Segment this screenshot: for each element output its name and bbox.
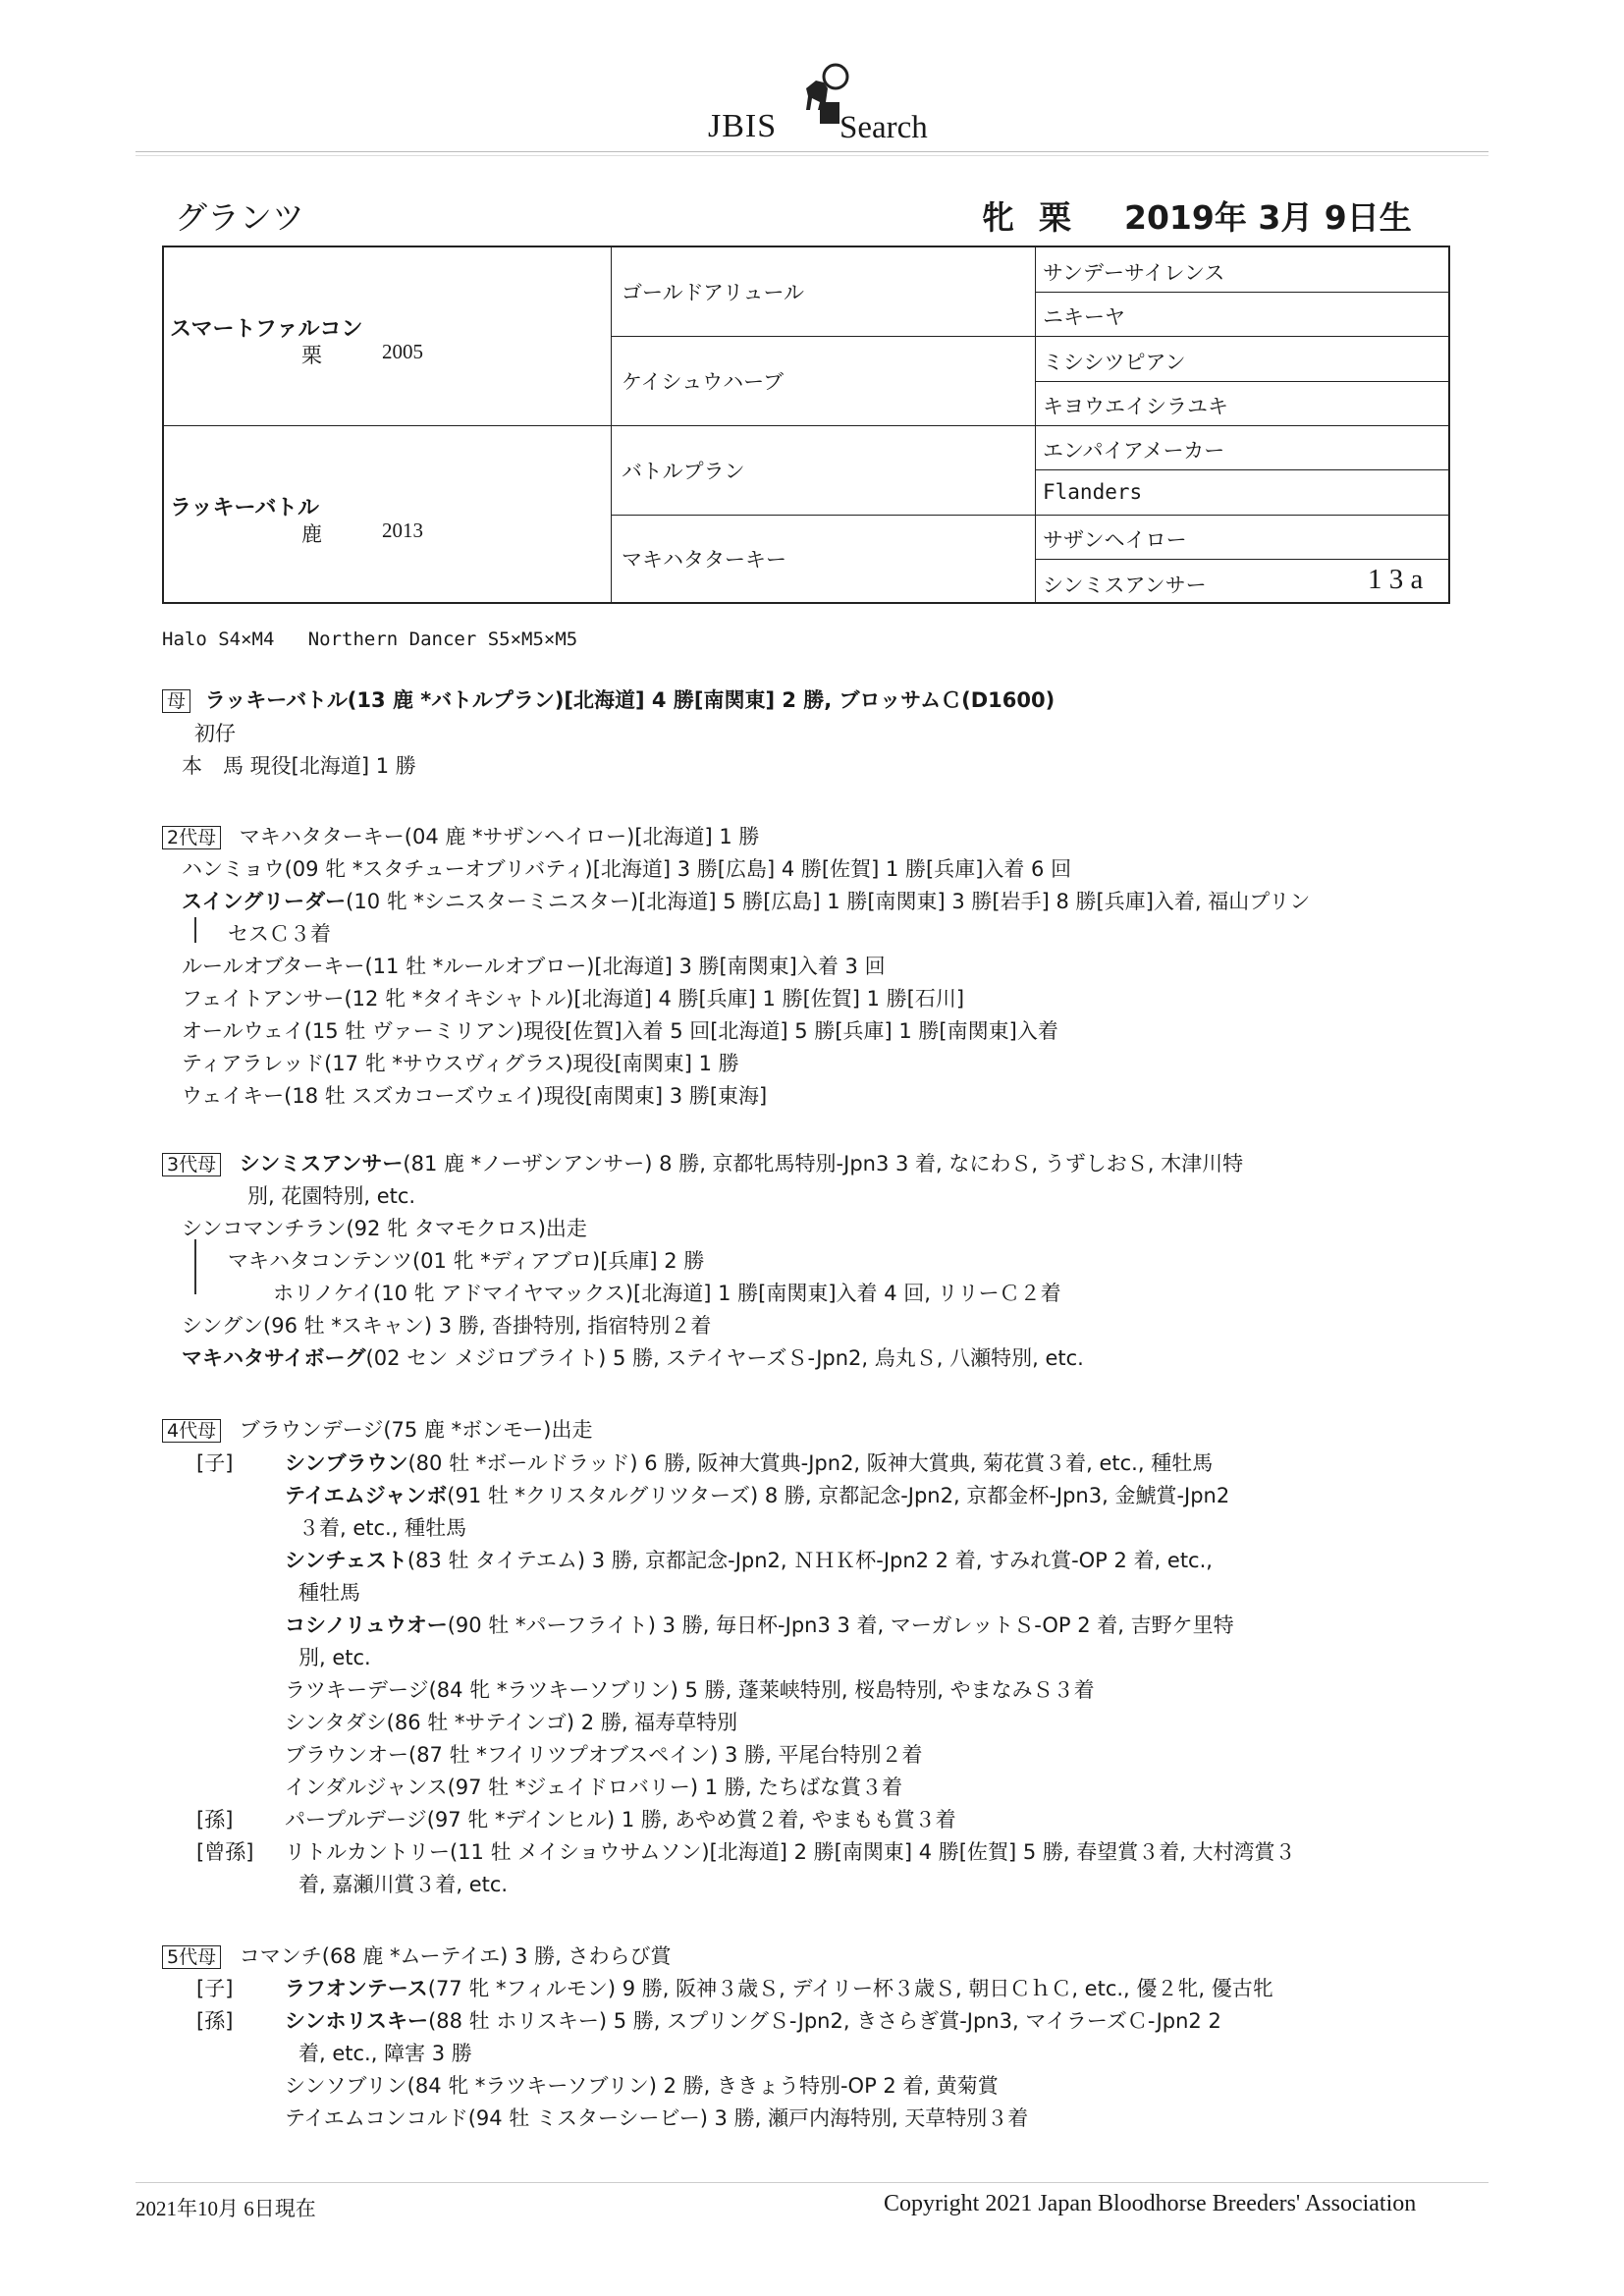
g5-row-2 [285,1973,1273,2002]
section-tag-g5: 5代母 [162,1945,221,1969]
g2-line-2: スイングリーダー [182,890,347,913]
dam-line-2: 本 馬 現役[北海道] 1 勝 [182,754,416,778]
g4-line-16: インダルジャンス(97 牡 *ジェイドロバリー) 1 勝, たちばな賞３着 [285,1776,903,1799]
g4-line-21: 着, 嘉瀬川賞３着, etc. [298,1873,509,1896]
g3-section-header [162,1148,1243,1177]
section-tag-g3: 3代母 [162,1153,221,1176]
g4-line-20: リトルカントリー(11 牡 メイショウサムソン)[北海道] 2 勝[南関東] 4 勝[佐賀] 5 勝, 春望賞３着, 大村湾賞３ [285,1840,1296,1864]
sire-color: 栗 [301,344,322,367]
footer-divider [135,2182,1489,2183]
horse-sex: 牝 [982,198,1014,237]
g2-line-9: ウェイキー(18 牡 スズカコーズウェイ)現役[南関東] 3 勝[東海] [182,1084,768,1108]
ped-row-divider-ggp3 [1035,469,1448,470]
section-tag-g2: 2代母 [162,826,221,849]
g5-row-5 [285,2005,1221,2035]
jbis-search-logo [702,59,938,147]
g2-line-8: ティアラレッド(17 牝 *サウスヴィグラス)現役[南関東] 1 勝 [182,1052,739,1075]
g4-line-7: シンチェスト [285,1549,407,1572]
ped-row-divider-main [164,425,1448,426]
family-number: 1 3 a [1368,564,1424,595]
horse-birthdate: 2019年 3月 9日生 [1124,198,1412,237]
granddam-sire: ケイシュウハーブ [622,370,785,394]
footer-copyright: Copyright 2021 Japan Bloodhorse Breeders' Association [884,2191,1417,2216]
ped-row-divider-ggp4 [1035,559,1448,560]
g4-line-4: テイエムジャンボ [285,1484,448,1507]
ggp-5: エンパイアメーカー [1043,439,1225,463]
g4-section-header [162,1414,592,1444]
footer-date: 2021年10月 6日現在 [135,2197,316,2220]
g4-line-2: シンブラウン [285,1451,408,1475]
g4-line-10: コシノリュウオー [285,1613,448,1637]
g2-row-2 [182,886,1310,915]
sire-year: 2005 [382,340,423,363]
g4-line-6: ３着, etc., 種牡馬 [298,1516,467,1540]
g4-line-19: [曾孫] [196,1840,254,1864]
ggp-8: シンミスアンサー [1043,574,1207,597]
g4-line-5: (91 牡 *クリスタルグリツターズ) 8 勝, 京都記念-Jpn2, 京都金杯-Jpn3, 金鯱賞-Jpn2 [447,1484,1230,1507]
g5-line-1: [子] [196,1977,234,2000]
g4-line-11: (90 牡 *パーフライト) 3 勝, 毎日杯-Jpn3 3 着, マーガレットＳ-OP 2 着, 吉野ケ里特 [447,1613,1234,1637]
g2-line-0: マキハタターキー(04 鹿 *サザンヘイロー)[北海道] 1 勝 [239,825,760,848]
g2-line-1: ハンミョウ(09 牝 *スタチューオブリバティ)[北海道] 3 勝[広島] 4 勝[佐賀] 1 勝[兵庫]入着 6 回 [182,857,1072,881]
g2-line-4: セスＣ３着 [228,922,331,946]
g5-line-5: シンホリスキー [285,2009,429,2033]
g4-line-3: (80 牡 *ボールドラッド) 6 勝, 阪神大賞典-Jpn2, 阪神大賞典, 菊花賞３着, etc., 種牡馬 [407,1451,1214,1475]
g5-line-2: ラフオンテース [285,1977,428,2000]
g3-line-1: (81 鹿 *ノーザンアンサー) 8 勝, 京都牝馬特別-Jpn3 3 着, なにわＳ, うずしおＳ, 木津川特 [403,1152,1244,1175]
dam-color: 鹿 [301,522,322,546]
g4-line-9: 種牡馬 [298,1581,360,1605]
g3-line-4: マキハタコンテンツ(01 牝 *ディアブロ)[兵庫] 2 勝 [228,1249,705,1273]
g4-line-1: [子] [196,1451,234,1475]
sire-name: スマートファルコン [170,317,363,342]
g4-row-10 [285,1610,1234,1639]
granddam-dam: マキハタターキー [622,548,786,572]
dam-section-header [162,684,1055,714]
logo-jbis-text: JBIS [708,108,778,144]
header-divider-2 [135,155,1489,156]
g2-tree-bar [194,917,196,943]
ggp-7: サザンヘイロー [1043,528,1187,552]
dam-year: 2013 [382,519,423,542]
g3-line-8: (02 セン メジロブライト) 5 勝, ステイヤーズＳ-Jpn2, 烏丸Ｓ, 八瀬特別, etc. [365,1346,1084,1370]
section-tag-g4: 4代母 [162,1419,221,1443]
grandsire-sire: ゴールドアリュール [622,281,805,304]
g3-row-7 [182,1342,1084,1372]
section-tag-dam: 母 [162,689,190,713]
ggp-3: ミシシツピアン [1043,351,1186,374]
g4-line-17: [孫] [196,1808,234,1831]
pedigree-table [162,246,1450,604]
ggp-6: Flanders [1043,480,1143,504]
g3-tree-bar [194,1239,196,1294]
g5-line-7: 着, etc., 障害 3 勝 [298,2042,472,2065]
g4-line-13: ラツキーデージ(84 牝 *ラツキーソブリン) 5 勝, 蓬莱峡特別, 桜島特別, やまなみＳ３着 [285,1678,1095,1702]
g5-line-0: コマンチ(68 鹿 *ムーテイエ) 3 勝, さわらび賞 [239,1944,672,1968]
ped-row-divider-gp2 [611,515,1448,516]
inbreeding-note: Halo S4×M4 Northern Dancer S5×M5×M5 [162,629,578,650]
g3-line-7: マキハタサイボーグ [182,1346,366,1370]
g5-line-3: (77 牝 *フィルモン) 9 勝, 阪神３歳Ｓ, デイリー杯３歳Ｓ, 朝日ＣｈＣ, etc., 優２牝, 優古牝 [427,1977,1273,2000]
g4-line-15: ブラウンオー(87 牡 *フイリツプオブスペイン) 3 勝, 平尾台特別２着 [285,1743,923,1767]
g2-line-6: フェイトアンサー(12 牝 *タイキシャトル)[北海道] 4 勝[兵庫] 1 勝[佐賀] 1 勝[石川] [182,987,965,1011]
ped-row-divider-ggp2 [1035,381,1448,382]
ped-row-divider-gp1 [611,336,1448,337]
ped-row-divider-ggp1 [1035,292,1448,293]
ggp-2: ニキーヤ [1043,305,1125,329]
g2-line-5: ルールオブターキー(11 牡 *ルールオブロー)[北海道] 3 勝[南関東]入着 3 回 [182,955,886,978]
g5-line-6: (88 牡 ホリスキー) 5 勝, スプリングＳ-Jpn2, きさらぎ賞-Jpn3, マイラーズＣ-Jpn2 2 [428,2009,1221,2033]
ggp-1: サンデーサイレンス [1043,261,1225,285]
g3-line-0: シンミスアンサー [239,1152,404,1175]
g5-line-8: シンソブリン(84 牝 *ラツキーソブリン) 2 勝, ききょう特別-OP 2 着, 黄菊賞 [285,2074,999,2098]
g4-line-8: (83 牡 タイテエム) 3 勝, 京都記念-Jpn2, ＮＨＫ杯-Jpn2 2 着, すみれ賞-OP 2 着, etc., [406,1549,1213,1572]
g4-row-4 [285,1480,1229,1509]
horse-color: 栗 [1039,198,1071,237]
g4-line-14: シンタダシ(86 牡 *サテインゴ) 2 勝, 福寿草特別 [285,1711,738,1734]
dam-line-1: 初仔 [194,722,236,745]
g3-line-6: シングン(96 牡 *スキャン) 3 勝, 沓掛特別, 指宿特別２着 [182,1314,712,1338]
g4-row-2 [285,1448,1213,1477]
g2-line-3: (10 牝 *シニスターミニスター)[北海道] 5 勝[広島] 1 勝[南関東] 3 勝[岩手] 8 勝[兵庫]入着, 福山プリン [346,890,1311,913]
g5-line-4: [孫] [196,2009,234,2033]
horse-name: グランツ [175,198,304,237]
g3-line-3: シンコマンチラン(92 牝 タマモクロス)出走 [182,1217,587,1240]
g5-section-header [162,1941,671,1970]
dam-name: ラッキーバトル [170,496,320,520]
logo-search-text: Search [839,110,928,145]
g2-section-header [162,821,759,850]
g4-line-18: パープルデージ(97 牝 *デインヒル) 1 勝, あやめ賞２着, やまもも賞３着 [285,1808,956,1831]
g2-line-7: オールウェイ(15 牡 ヴァーミリアン)現役[佐賀]入着 5 回[北海道] 5 勝[兵庫] 1 勝[南関東]入着 [182,1019,1058,1043]
ggp-4: キヨウエイシラユキ [1043,395,1228,418]
grandsire-dam: バトルプラン [622,460,745,483]
g3-line-2: 別, 花園特別, etc. [247,1184,416,1208]
g4-line-0: ブラウンデージ(75 鹿 *ボンモー)出走 [239,1418,593,1442]
header-divider [135,151,1489,152]
g3-line-5: ホリノケイ(10 牝 アドマイヤマックス)[北海道] 1 勝[南関東]入着 4 回, リリーＣ２着 [273,1282,1061,1305]
g4-row-7 [285,1545,1213,1574]
dam-line-0: ラッキーバトル(13 鹿 *バトルプラン)[北海道] 4 勝[南関東] 2 勝, ブロッサムＣ(D1600) [204,688,1056,712]
g5-line-9: テイエムコンコルド(94 牡 ミスターシービー) 3 勝, 瀬戸内海特別, 天草特別３着 [285,2106,1029,2130]
g4-line-12: 別, etc. [298,1646,371,1669]
